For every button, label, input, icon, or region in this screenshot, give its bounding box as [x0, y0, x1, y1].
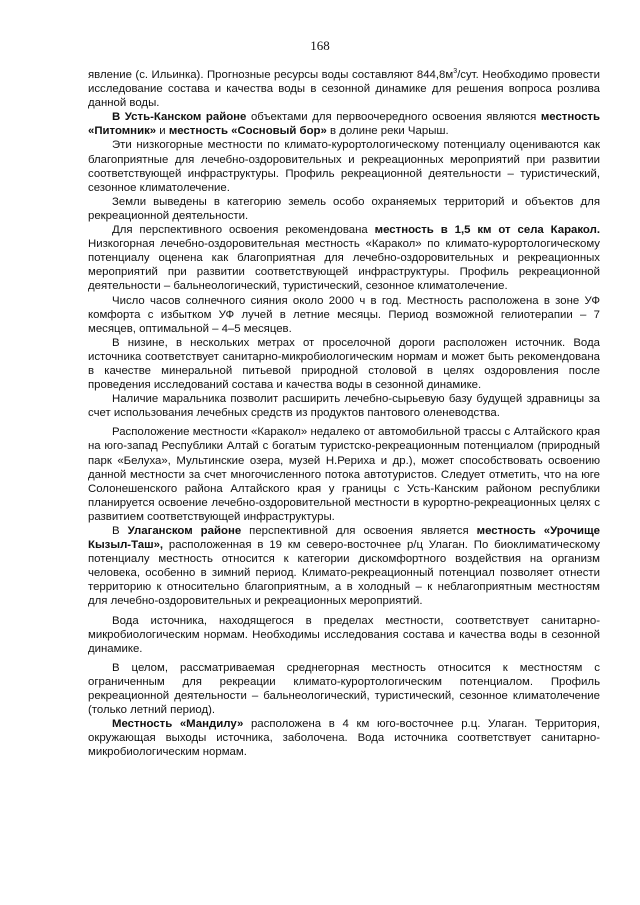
paragraph	[88, 110, 600, 138]
text-run: Расположение местности «Каракол» недалеко от автомобильной трассы с Алтайского края на юго-запад Республики Алтай с богатым туристско-рекреационным потенциалом (природный парк «Белуха», Мультинские озера, музей Н.Рериха и др.), может способствовать освоению данной местности за счет многочисленного потока автотуристов. Следует отметить, что на юге Солонешенского района Алтайского края у границы с Усть-Канским районом республики планируется освоение лечебно-оздоровительной местности в курортно-рекреационных целях с развитием соответствующей инфраструктуры.	[88, 426, 600, 523]
bold-text: местность «Питомник»	[88, 111, 600, 138]
text-run: расположена в 4 км юго-восточнее р.ц. Улаган. Территория, окружающая выходы источника, заболочена. Вода источника соответствует санитарно-микробиологическим нормам.	[88, 718, 600, 759]
paragraph	[88, 336, 600, 392]
paragraph	[88, 195, 600, 223]
page-number: 168	[310, 38, 330, 53]
bold-text: В Усть-Канском районе	[112, 111, 247, 124]
bold-text: местность в 1,5 км от села Каракол.	[374, 224, 601, 237]
paragraph	[88, 223, 600, 293]
text-run: Низкогорная лечебно-оздоровительная местность «Каракол» по климато-курортологическому потенциалу оценена как благоприятная для лечебно-оздоровительных и рекреационных мероприятий при развитии соответствующей инфраструктуры. Профиль рекреационной деятельности – бальнеологический, туристический, сезонное климатолечение.	[88, 238, 600, 293]
text-run: Наличие маральника позволит расширить лечебно-сырьевую базу будущей здравницы за счет использования лечебных средств из продуктов пантового оленеводства.	[88, 393, 600, 420]
paragraph	[88, 661, 600, 717]
text-run: Число часов солнечного сияния около 2000 ч в год. Местность расположена в зоне УФ комфорта с избытком УФ лучей в летние месяцы. Период возможной гелиотерапии – 7 месяцев, оптимальной – 4–5 месяцев.	[88, 294, 600, 335]
paragraph	[88, 524, 600, 609]
text-run: в долине реки Чарыш.	[326, 125, 449, 138]
text-run: расположенная в 19 км северо-восточнее р/ц Улаган. По биоклиматическому потенциалу местность относится к категории дискомфортного воздействия на организм человека, особенно в зимний период. Климато-рекреационный потенциал позволяет отнести территорию к относительно благоприятным, а в холодный – к неблагоприятным местностям для лечебно-оздоровительных и рекреационных мероприятий.	[88, 539, 600, 608]
paragraph	[88, 717, 600, 759]
text-run: Земли выведены в категорию земель особо охраняемых территорий и объектов для рекреационной деятельности.	[88, 195, 600, 222]
body-text	[88, 68, 600, 760]
paragraph	[88, 138, 600, 194]
paragraph	[88, 392, 600, 420]
paragraph	[88, 294, 600, 336]
text-run: В	[112, 525, 128, 537]
text-run: В низине, в нескольких метрах от проселочной дороги расположен источник. Вода источника соответствует санитарно-микробиологическим нормам и может быть рекомендована в качестве минеральной питьевой природной столовой в целях оздоровления после проведения исследований состава и качества воды в сезонной динамике.	[88, 336, 600, 392]
bold-text: Местность «Мандилу»	[112, 718, 244, 731]
text-run: явление (с. Ильинка). Прогнозные ресурсы воды составляют 844,8м	[88, 69, 454, 81]
bold-text: Улаганском районе	[127, 525, 242, 537]
paragraph	[88, 614, 600, 656]
text-run: В целом, рассматриваемая среднегорная местность относится к местностям с ограниченным для рекреации климато-курортологическим потенциалом. Профиль рекреационной деятельности – бальнеологический, туристический, сезонное климатолечение (только летний период).	[88, 661, 600, 717]
paragraph	[88, 68, 600, 110]
text-run: Для перспективного освоения рекомендована	[112, 224, 375, 237]
bold-text: местность «Урочище Кызыл-Таш»,	[88, 525, 600, 552]
bold-text: местность «Сосновый бор»	[168, 125, 327, 138]
text-run: Эти низкогорные местности по климато-курортологическому потенциалу оцениваются как благоприятные для лечебно-оздоровительных и рекреационных мероприятий при развитии соответствующей инфраструктуры. Профиль рекреационной деятельности – туристический, сезонное климатолечение.	[88, 139, 600, 194]
text-run: Вода источника, находящегося в пределах местности, соответствует санитарно-микробиологическим нормам. Необходимы исследования состава и качества воды в сезонной динамике.	[88, 614, 600, 655]
paragraph	[88, 425, 600, 524]
text-run: перспективной для освоения является	[241, 525, 477, 537]
superscript: 3	[453, 68, 458, 76]
text-run: и	[156, 125, 169, 138]
text-run: объектами для первоочередного освоения являются	[246, 111, 541, 124]
text-run: /сут. Необходимо провести исследование состава и качества воды в сезонной динамике для решения вопроса розлива данной воды.	[88, 69, 600, 110]
